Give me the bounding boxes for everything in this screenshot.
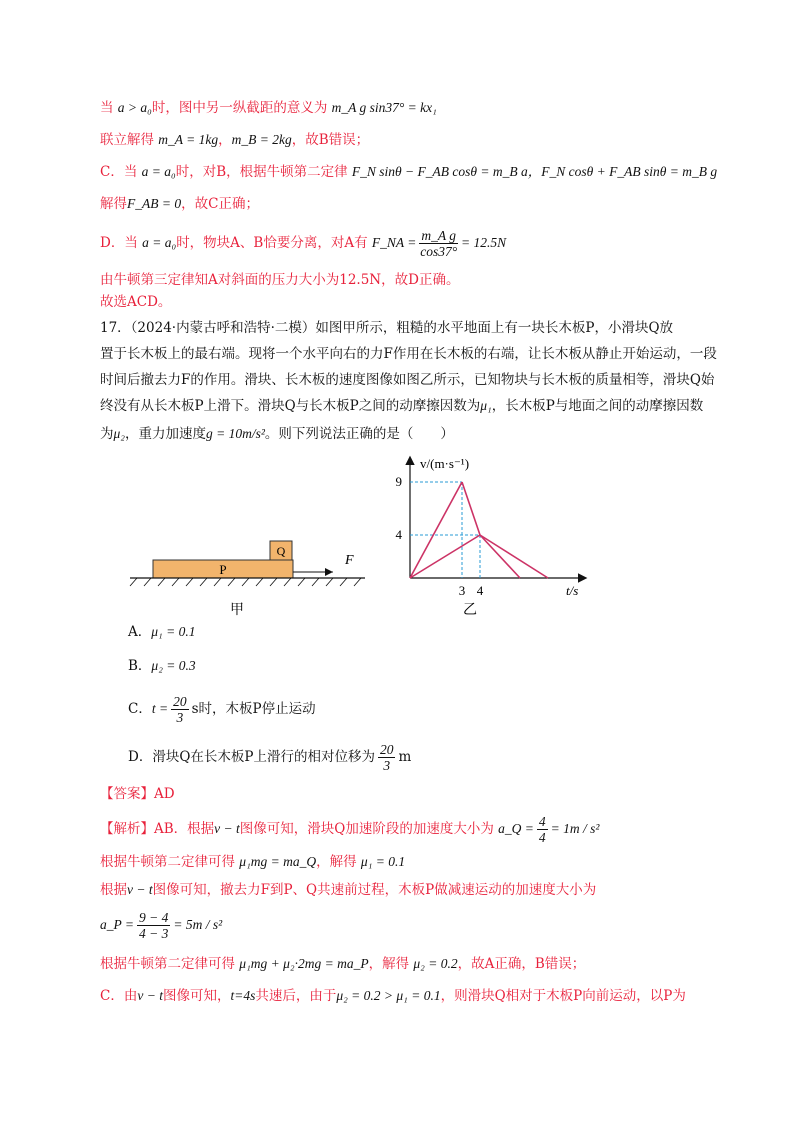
fraction: $\frac{9 - 4}{4 - 3}$ — [139, 910, 169, 941]
analysis-line-6: C．由v − t图像可知，t=4s共速后，由于μ₂ = 0.2 > μ₁ = 0.1，则滑块Q相对于木板P向前运动，以P为 — [100, 988, 686, 1004]
analysis-line-5: 根据牛顿第二定律可得 μ₁mg + μ₂·2mg = ma_P，解得 μ₂ = 0.2，故A正确，B错误； — [100, 956, 586, 972]
option-C: C．t = $\frac{20}{3}$ s时，木板P停止运动 — [128, 694, 316, 725]
question-paragraph-4: 终没有从长木板P上滑下。滑块Q与长木板P之间的动摩擦因数为μ₁，长木板P与地面之间的动摩擦因数 — [100, 398, 704, 414]
y-axis-label: v/(m·s⁻¹) — [420, 456, 470, 471]
question-paragraph-3: 时间后撤去力F的作用。滑块、长木板的速度图像如图乙所示，已知物块与长木板的质量相等，滑块Q始 — [100, 372, 715, 388]
fraction: $\frac{4}{4}$ — [538, 814, 546, 845]
solution-line-5: D．当 a = a₀时，物块A、B恰要分离，对A有 F_NA = $\frac{\text{m\_A g}}{\cos 37^\circ}$ = 12.5N — [100, 228, 507, 259]
option-B: B．μ₂ = 0.3 — [128, 658, 196, 674]
guide-lines — [410, 482, 480, 578]
analysis-line-3: 根据v − t图像可知，撤去力F到P、Q共速前过程，木板P做减速运动的加速度大小为 — [100, 882, 597, 898]
solution-line-7: 故选ACD。 — [100, 294, 172, 310]
fraction: $\frac{\text{m\_A g}}{\cos 37^\circ}$ — [420, 228, 458, 259]
solution-line-4: 解得F_AB = 0，故C正确； — [100, 196, 259, 212]
x-tick-3: 3 — [458, 583, 466, 598]
solution-line-1: 当 a > a₀时，图中另一纵截距的意义为 m_A g sin37° = kx₁ — [100, 100, 437, 116]
analysis-line-4: a_P = $\frac{9 - 4}{4 - 3}$ = 5m / s² — [100, 910, 223, 941]
x-axis-label: t/s — [566, 583, 579, 598]
question-paragraph-5: 为μ₂，重力加速度g = 10m/s²。则下列说法正确的是（ ） — [100, 426, 454, 442]
slider-accelerating-line — [410, 535, 480, 578]
fraction: $\frac{20}{3}$ — [379, 742, 394, 773]
caption-yi: 乙 — [463, 603, 477, 618]
figure-vt-graph — [370, 450, 610, 620]
board-decelerating-line — [462, 482, 480, 535]
question-paragraph-2: 置于长木板上的最右端。现将一个水平向右的力F作用在长木板的右端，让长木板从静止开始运动，一段 — [100, 346, 717, 362]
figure-plank-diagram — [125, 530, 375, 620]
solution-line-2: 联立解得 m_A = 1kg，m_B = 2kg，故B错误； — [100, 132, 370, 148]
option-D: D．滑块Q在长木板P上滑行的相对位移为 $\frac{20}{3}$ m — [128, 742, 412, 773]
y-tick-4: 4 — [395, 527, 402, 542]
analysis-line-2: 根据牛顿第二定律可得 μ₁mg = ma_Q，解得 μ₁ = 0.1 — [100, 854, 406, 870]
option-A: A．μ₁ = 0.1 — [128, 624, 196, 640]
label-F: F — [345, 553, 354, 568]
caption-jia: 甲 — [230, 603, 244, 618]
label-P: P — [219, 562, 227, 577]
analysis-line-1: 【解析】AB．根据v − t图像可知，滑块Q加速阶段的加速度大小为 a_Q = $\frac{4}{4}$ = 1m / s² — [100, 814, 600, 845]
solution-line-3: C．当 a = a₀时，对B，根据牛顿第二定律 F_N sinθ − F_AB cosθ = m_B a，F_N cosθ + F_AB sinθ = m_B g — [100, 164, 718, 180]
force-arrow-head — [325, 568, 333, 576]
board-accelerating-line — [410, 482, 462, 578]
y-tick-9: 9 — [395, 474, 402, 489]
x-tick-4: 4 — [476, 583, 484, 598]
question-paragraph-1: 17．（2024·内蒙古呼和浩特·二模）如图甲所示，粗糙的水平地面上有一块长木板P，小滑块Q放 — [100, 320, 674, 336]
answer-line: 【答案】AD — [100, 786, 175, 802]
ground-hatching — [130, 578, 361, 586]
solution-line-6: 由牛顿第三定律知A对斜面的压力大小为12.5N，故D正确。 — [100, 272, 460, 288]
fraction: $\frac{20}{3}$ — [173, 694, 187, 725]
label-Q: Q — [276, 544, 286, 558]
